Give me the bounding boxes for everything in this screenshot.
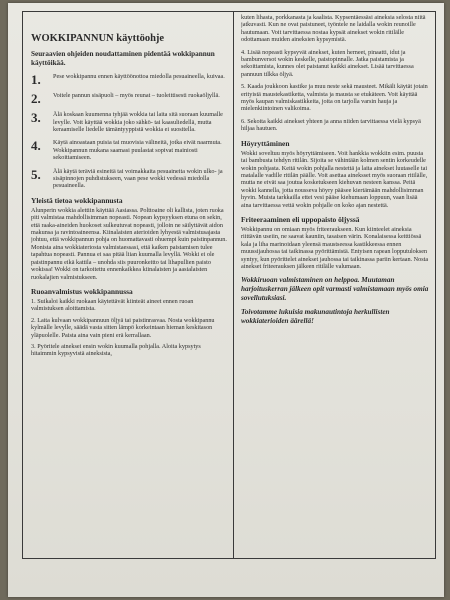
- section-heading-cooking: Ruoanvalmistus wokkipannussa: [31, 286, 133, 296]
- section-heading-steaming: Höyryttäminen: [241, 138, 290, 148]
- cooking-step-1: 1. Suikaloi kaikki ruokaan käytettävät kiinteät aineet ennen ruoan valmistuksen aloittamista.: [31, 297, 194, 313]
- step-number: 1.: [31, 72, 41, 88]
- step-item: [31, 139, 227, 161]
- closing-text-2: Toivotamme lukuisia makunautintoja herkullisten wokkiaterioiden äärellä!: [241, 308, 390, 325]
- step-text: Älä käytä teräviä esineitä tai voimakkaita pesuaineita wokin ulko- ja sisäpinnojen puhdistukseen, vaan pese wokki vedessä miedolla pesuaineella.: [53, 167, 223, 190]
- closing-text-1: Wokkiruoan valmistaminen on helppoa. Muutaman harjoituskerran jälkeen opit varmasti valmistamaan myös omia sovellutuksiasi.: [241, 276, 429, 302]
- instruction-sheet: [8, 3, 444, 597]
- step-text: Pese wokkipannu ennen käyttöönottoa miedolla pesuaineella, kuivaa.: [53, 73, 225, 81]
- step-text: Voitele pannun sisäpuoli – myös reunat – tuoleittisesti ruokaöljyllä.: [53, 92, 220, 100]
- section-heading-general: Yleistä tietoa wokkipannusta: [31, 195, 123, 205]
- general-text: Alunperin wokkia alettiin käyttää Aasiassa. Polttoaine oli kallista, joten ruoka piti valmistaa mahdollisimman nopeasti. Nopean kypsyyksen etuna on sekin, että raaka-aineiden huokoset sulkeutuvat nopeasti, jolloin ne säilyttävät aidon makunsa ja ravintoaineensa. Kiinalaisten aterioiden lyhyestä valmistusajasta johtuu, että wokkipannun pohja on huomattavasti ohuempi kuin paistinpannun. Monista aina wokkiateriosta valmistaessasi, että kaiken paistamisen tulee tapahtua nopeasti. Pannua ei saa pitää liian kuumalla levyllä. Wokki ei ole paistinpannu eikä kattila – unohda siis puuronkeitto tai lihapullien paisto wokissa! Wokki on tarkoitettu ennenkaikkea kiinalaisten ja aasialaisten ruokalajien valmistukseen.: [31, 206, 227, 281]
- cooking-step-3: 3. Pyöritele aineksei ensin wokin kuumalla pohjalla. Aloita kypsytys hitaimmin kypsyvistä aineksista,: [31, 342, 201, 358]
- steaming-text: Wokki soveltuu myös höyryttämiseen. Voit hankkia wokkiin esim. puusta tai bambusta tehdyn ritilän. Sijoita se vähintään kolmen sentin korkeudelle wokin pohjasta. Keitä wokin pohjalla nestettä ja laita ainekset luutaselle tai matalalle vadille ritilän päälle. Voit asettaa aineksset myös suoraan ritilälle, mutta ne eivät saa joutua kosketukseen kiehuvan nesteen kanssa. Peitä wokki kannella, jotta nousseva höyry pääsee kiertämään mahdollisimman hyvin. Muista tarkkailla ettei vesi pääse kiehumaan loppuun, vaan lisää aina tarvittaessa vettä wokin pohjalle on koko ajan nestettä.: [241, 149, 428, 209]
- cooking-step-4: 4. Lisää nopeasti kypsyvät ainekset, kuten herneet, pinaatti, idut ja bambunversot wokin keskelle, paistopinnalle. Jatka paistamista ja sekoittamista, kunnes olet paistanut kaikki ainekset. Lisää tarvittaessa pannuun tilkka öljyä.: [241, 48, 414, 78]
- intro-text: Seuraavien ohjeiden noudattaminen pidentää wokkipannun käyttöikää.: [31, 50, 215, 67]
- section-heading-frying: Friteeraaminen eli uppopaisto öljyssä: [241, 214, 360, 224]
- left-column: [31, 33, 227, 558]
- step-item: [31, 111, 227, 133]
- step-item: [31, 168, 227, 190]
- frying-text: Wokkipannu on omiaan myös friteeraukseen. Kun kiinteelet aineksia riittävän useiin, ne saavat kauniin, tasaisen värin. Konalaisessa keittiössä kala ja liha marinoidaan yleensä maustseessa kastikkeessa ennen muussijauhossa tai taikinassa pyörittämistä. Entyisen rapean lopputuloksen syntyy, kun pyörittelet ainekset jauhossa tai taikinassa pariin kertaan. Nosta ainekset friteerauksen jälkeen ritilälle valumaan.: [241, 225, 429, 270]
- step-number: 4.: [31, 138, 41, 154]
- step-number: 2.: [31, 91, 41, 107]
- step-item: [31, 92, 227, 105]
- step-number: 5.: [31, 166, 41, 182]
- step-text: Käytä ainoastaan puisia tai muovisia välineitä, jotka eivät naarmuta. Wokkipannun mukana saamasi puulastat sopivat mainiosti sekoittamiseen.: [53, 139, 222, 162]
- step-text: Älä koskaan kuumenna tyhjää wokkia tai laita sitä suoraan kuumalle levylle. Voit käyttää wokkia joko sähkö- tai kaasuliedellä, mutta keraamiselle liedelle tämäntyyppistä wokkia ei suositella.: [53, 111, 223, 133]
- column-divider: [233, 12, 234, 558]
- cooking-step-3-cont: kuten lihasta, porkkanasta ja kaalista. Kypsentäessäsi aineksia selosta niitä jatkuvasti. Kun ne ovat paistuneet, työntele ne laidalla wokin reunoille hautumaan. Voit tarvittaessa nostaa kypsät ainekset wokin ritilälle odottamaan muiden aineksien kypsymistä.: [241, 14, 426, 44]
- step-item: [31, 73, 227, 86]
- step-number: 3.: [31, 110, 41, 126]
- document-frame: [22, 11, 436, 559]
- cooking-step-6: 6. Sekoita kaikki ainekset yhteen ja anna niiden tarvittaessa vielä kypsyä hiljaa hautuen.: [241, 117, 421, 133]
- document-title: WOKKIPANNUN käyttöohje: [31, 33, 165, 44]
- cooking-step-2: 2. Laita kulvaan wokkipannuun öljyä tai paistinrasvaa. Nosta wokkipannu kylmälle levylle, säädä vasta sitten lämpö korkeintaan hieman keskitason yläpuolelle. Paista aina vain pieni erä kerrallaan.: [31, 316, 215, 339]
- right-column: [241, 14, 429, 558]
- cooking-step-5: 5. Kaada joukkoon kastike ja muu neste sekä mausteet. Mikäli käytät jotain erityistä maustekastiketta, valmista ja mausta se etukäteen. Voit käyttää myös kaupan valmiskastikkeita, joita on tarjolla varsin hauja ja mielenkiintoinen valikoima.: [241, 83, 428, 113]
